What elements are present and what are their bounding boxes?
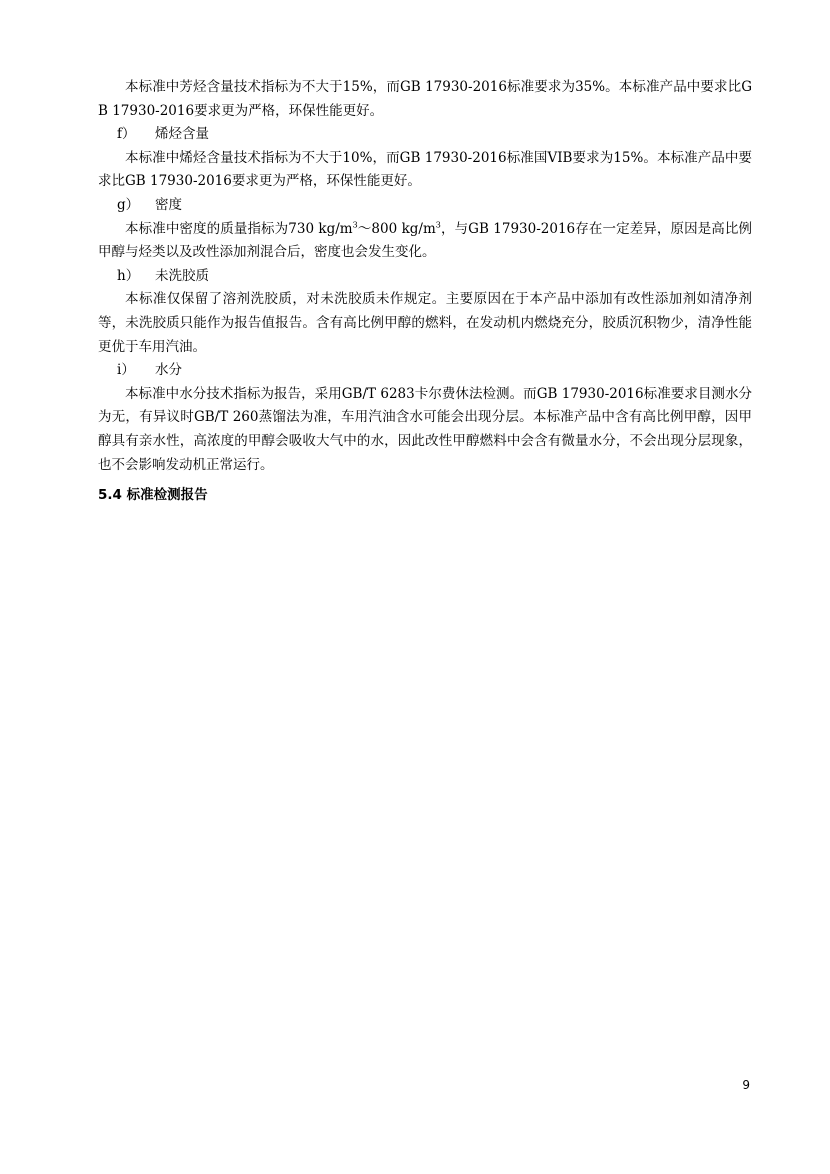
item-title: 烯烃含量: [155, 126, 209, 143]
density-text-start: 本标准中密度的质量指标为730 kg/m: [125, 220, 353, 237]
density-superscript: 3: [435, 220, 441, 230]
paragraph-water: 本标准中水分技术指标为报告，采用GB/T 6283卡尔费休法检测。而GB 17930-2016标准要求目测水分为无，有异议时GB/T 260蒸馏法为准，车用汽油含水可能会出现分层。本标准产品中含有高比例甲醇，因甲醇具有亲水性，高浓度的甲醇会吸收大气中的水，因此改性甲醇燃料中会含有微量水分，不会出现分层现象，也不会影响发动机正常运行。: [98, 385, 752, 473]
item-label: g）: [117, 196, 140, 213]
item-heading-water: [98, 359, 752, 383]
page-number: 9: [742, 1078, 750, 1092]
item-heading-unwashed-gum: [98, 265, 752, 289]
item-heading-density: [98, 194, 752, 218]
document-body: [98, 76, 752, 508]
item-title: 未洗胶质: [155, 267, 209, 284]
paragraph-density: [98, 218, 752, 265]
density-text-middle: ～800 kg/m: [357, 220, 436, 237]
section-title: 标准检测报告: [126, 487, 208, 504]
item-label: i）: [117, 362, 135, 379]
item-title: 密度: [155, 196, 182, 213]
section-number: 5.4: [98, 487, 122, 504]
paragraph-unwashed-gum: 本标准仅保留了溶剂洗胶质，对未洗胶质未作规定。主要原因在于本产品中添加有改性添加剂如清净剂等，未洗胶质只能作为报告值报告。含有高比例甲醇的燃料，在发动机内燃烧充分，胶质沉积物少，清净性能更优于车用汽油。: [98, 291, 752, 355]
item-title: 水分: [155, 362, 182, 379]
density-text-end: ，与GB 17930-2016存在一定差异，原因是高比例甲醇与烃类以及改性添加剂混合后，密度也会发生变化。: [98, 220, 753, 261]
item-label: f）: [117, 126, 136, 143]
item-heading-olefins: [98, 123, 752, 147]
density-superscript: 3: [352, 220, 358, 230]
section-heading: [98, 484, 752, 508]
paragraph-aromatics: 本标准中芳烃含量技术指标为不大于15%，而GB 17930-2016标准要求为35%。本标准产品中要求比GB 17930-2016要求更为严格，环保性能更好。: [98, 79, 752, 119]
item-label: h）: [117, 267, 140, 284]
paragraph-olefins: 本标准中烯烃含量技术指标为不大于10%，而GB 17930-2016标准国VIB要求为15%。本标准产品中要求比GB 17930-2016要求更为严格，环保性能更好。: [98, 149, 752, 190]
